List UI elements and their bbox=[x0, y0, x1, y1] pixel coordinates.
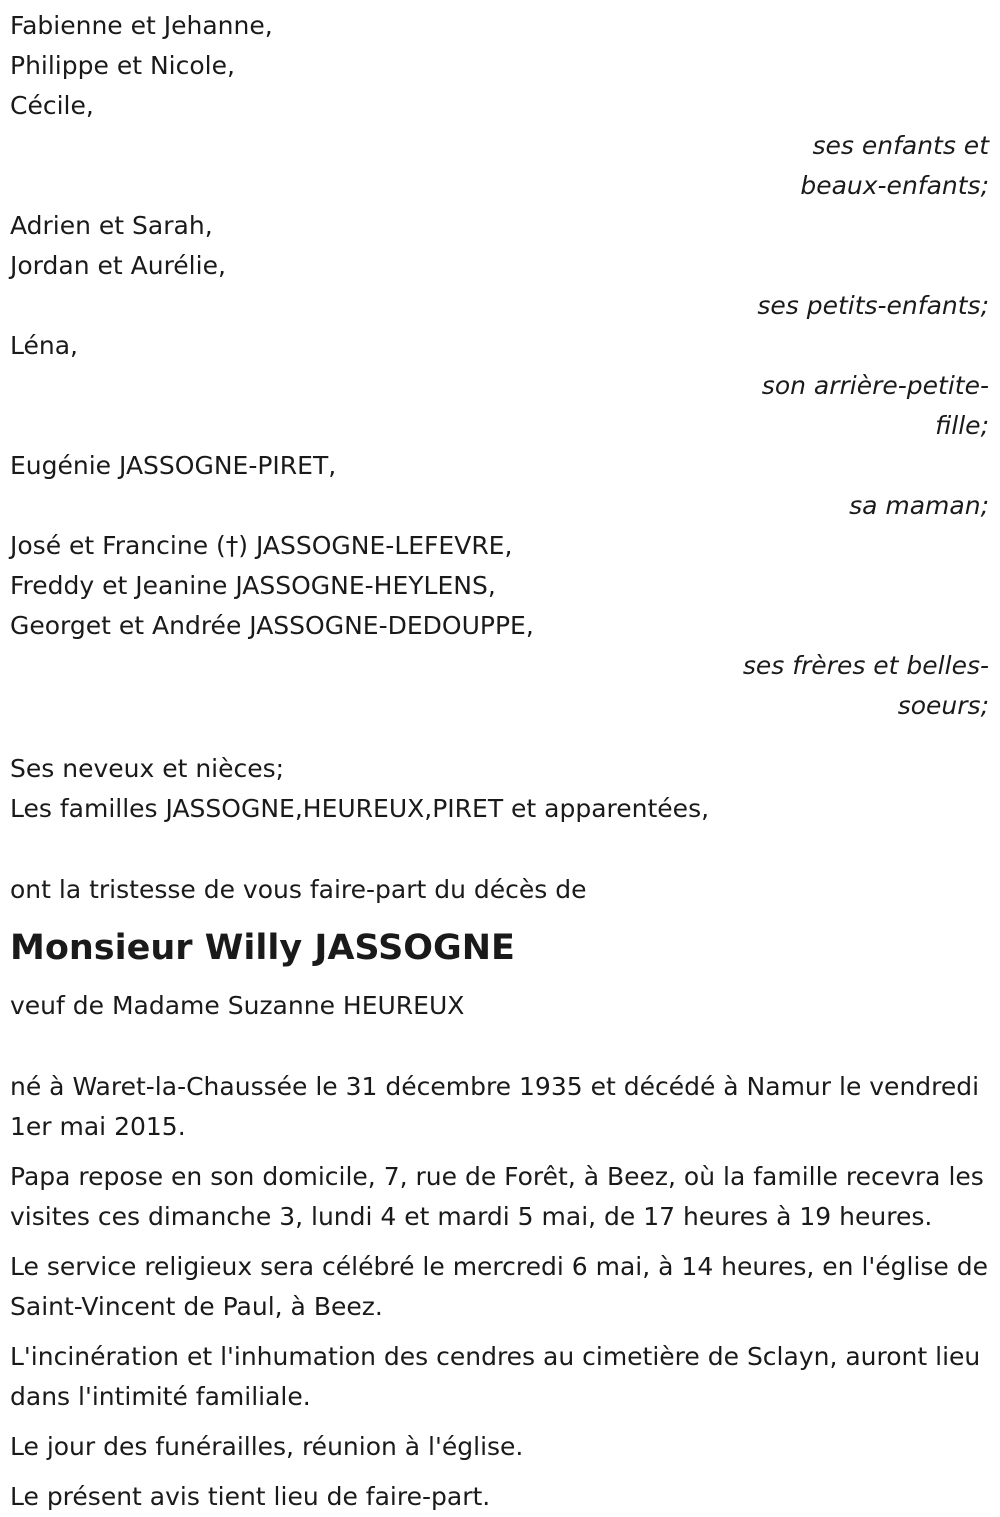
family-name-line: Jordan et Aurélie, bbox=[10, 251, 226, 280]
relatives-line: Les familles JASSOGNE,HEUREUX,PIRET et apparentées, bbox=[10, 794, 710, 823]
family-group-children bbox=[10, 6, 990, 206]
funeral-day-paragraph: Le jour des funérailles, réunion à l'église. bbox=[10, 1432, 524, 1461]
relationship-label: son arrière-petite- fille; bbox=[761, 371, 989, 440]
family-group-mother bbox=[10, 446, 990, 526]
relationship-label: ses petits-enfants; bbox=[757, 291, 989, 320]
relationship-label: ses enfants et beaux-enfants; bbox=[800, 131, 989, 200]
family-name-line: Philippe et Nicole, bbox=[10, 51, 235, 80]
relationship-label: ses frères et belles- soeurs; bbox=[742, 651, 989, 720]
relationship-label: sa maman; bbox=[849, 491, 989, 520]
family-group-grandchildren bbox=[10, 206, 990, 326]
details bbox=[10, 1067, 990, 1517]
relatives-line: Ses neveux et nièces; bbox=[10, 754, 285, 783]
family-group-siblings bbox=[10, 526, 990, 726]
notice-paragraph: Le présent avis tient lieu de faire-part. bbox=[10, 1482, 491, 1511]
service-paragraph: Le service religieux sera célébré le mercredi 6 mai, à 14 heures, en l'église de Saint-Vincent de Paul, à Beez. bbox=[10, 1252, 989, 1321]
family-name-line: Georget et Andrée JASSOGNE-DEDOUPPE, bbox=[10, 611, 534, 640]
announcement-text: ont la tristesse de vous faire-part du décès de bbox=[10, 875, 587, 904]
family-name-line: José et Francine (†) JASSOGNE-LEFEVRE, bbox=[10, 531, 513, 560]
family-name-line: Fabienne et Jehanne, bbox=[10, 11, 273, 40]
family-group-great-grandchild bbox=[10, 326, 990, 446]
family-name-line: Freddy et Jeanine JASSOGNE-HEYLENS, bbox=[10, 571, 496, 600]
family-name-line: Cécile, bbox=[10, 91, 94, 120]
visitation-paragraph: Papa repose en son domicile, 7, rue de Forêt, à Beez, où la famille recevra les visites ces dimanche 3, lundi 4 et mardi 5 mai, de 17 heures à 19 heures. bbox=[10, 1162, 984, 1231]
widower-of-text: veuf de Madame Suzanne HEUREUX bbox=[10, 991, 465, 1020]
birth-death-paragraph: né à Waret-la-Chaussée le 31 décembre 1935 et décédé à Namur le vendredi 1er mai 2015. bbox=[10, 1072, 980, 1141]
other-relatives bbox=[10, 749, 990, 829]
family-name-line: Adrien et Sarah, bbox=[10, 211, 213, 240]
cremation-paragraph: L'incinération et l'inhumation des cendres au cimetière de Sclayn, auront lieu dans l'intimité familiale. bbox=[10, 1342, 981, 1411]
deceased-name: Monsieur Willy JASSOGNE bbox=[10, 928, 515, 968]
family-name-line: Eugénie JASSOGNE-PIRET, bbox=[10, 451, 337, 480]
family-name-line: Léna, bbox=[10, 331, 78, 360]
obituary-notice bbox=[10, 0, 990, 1517]
